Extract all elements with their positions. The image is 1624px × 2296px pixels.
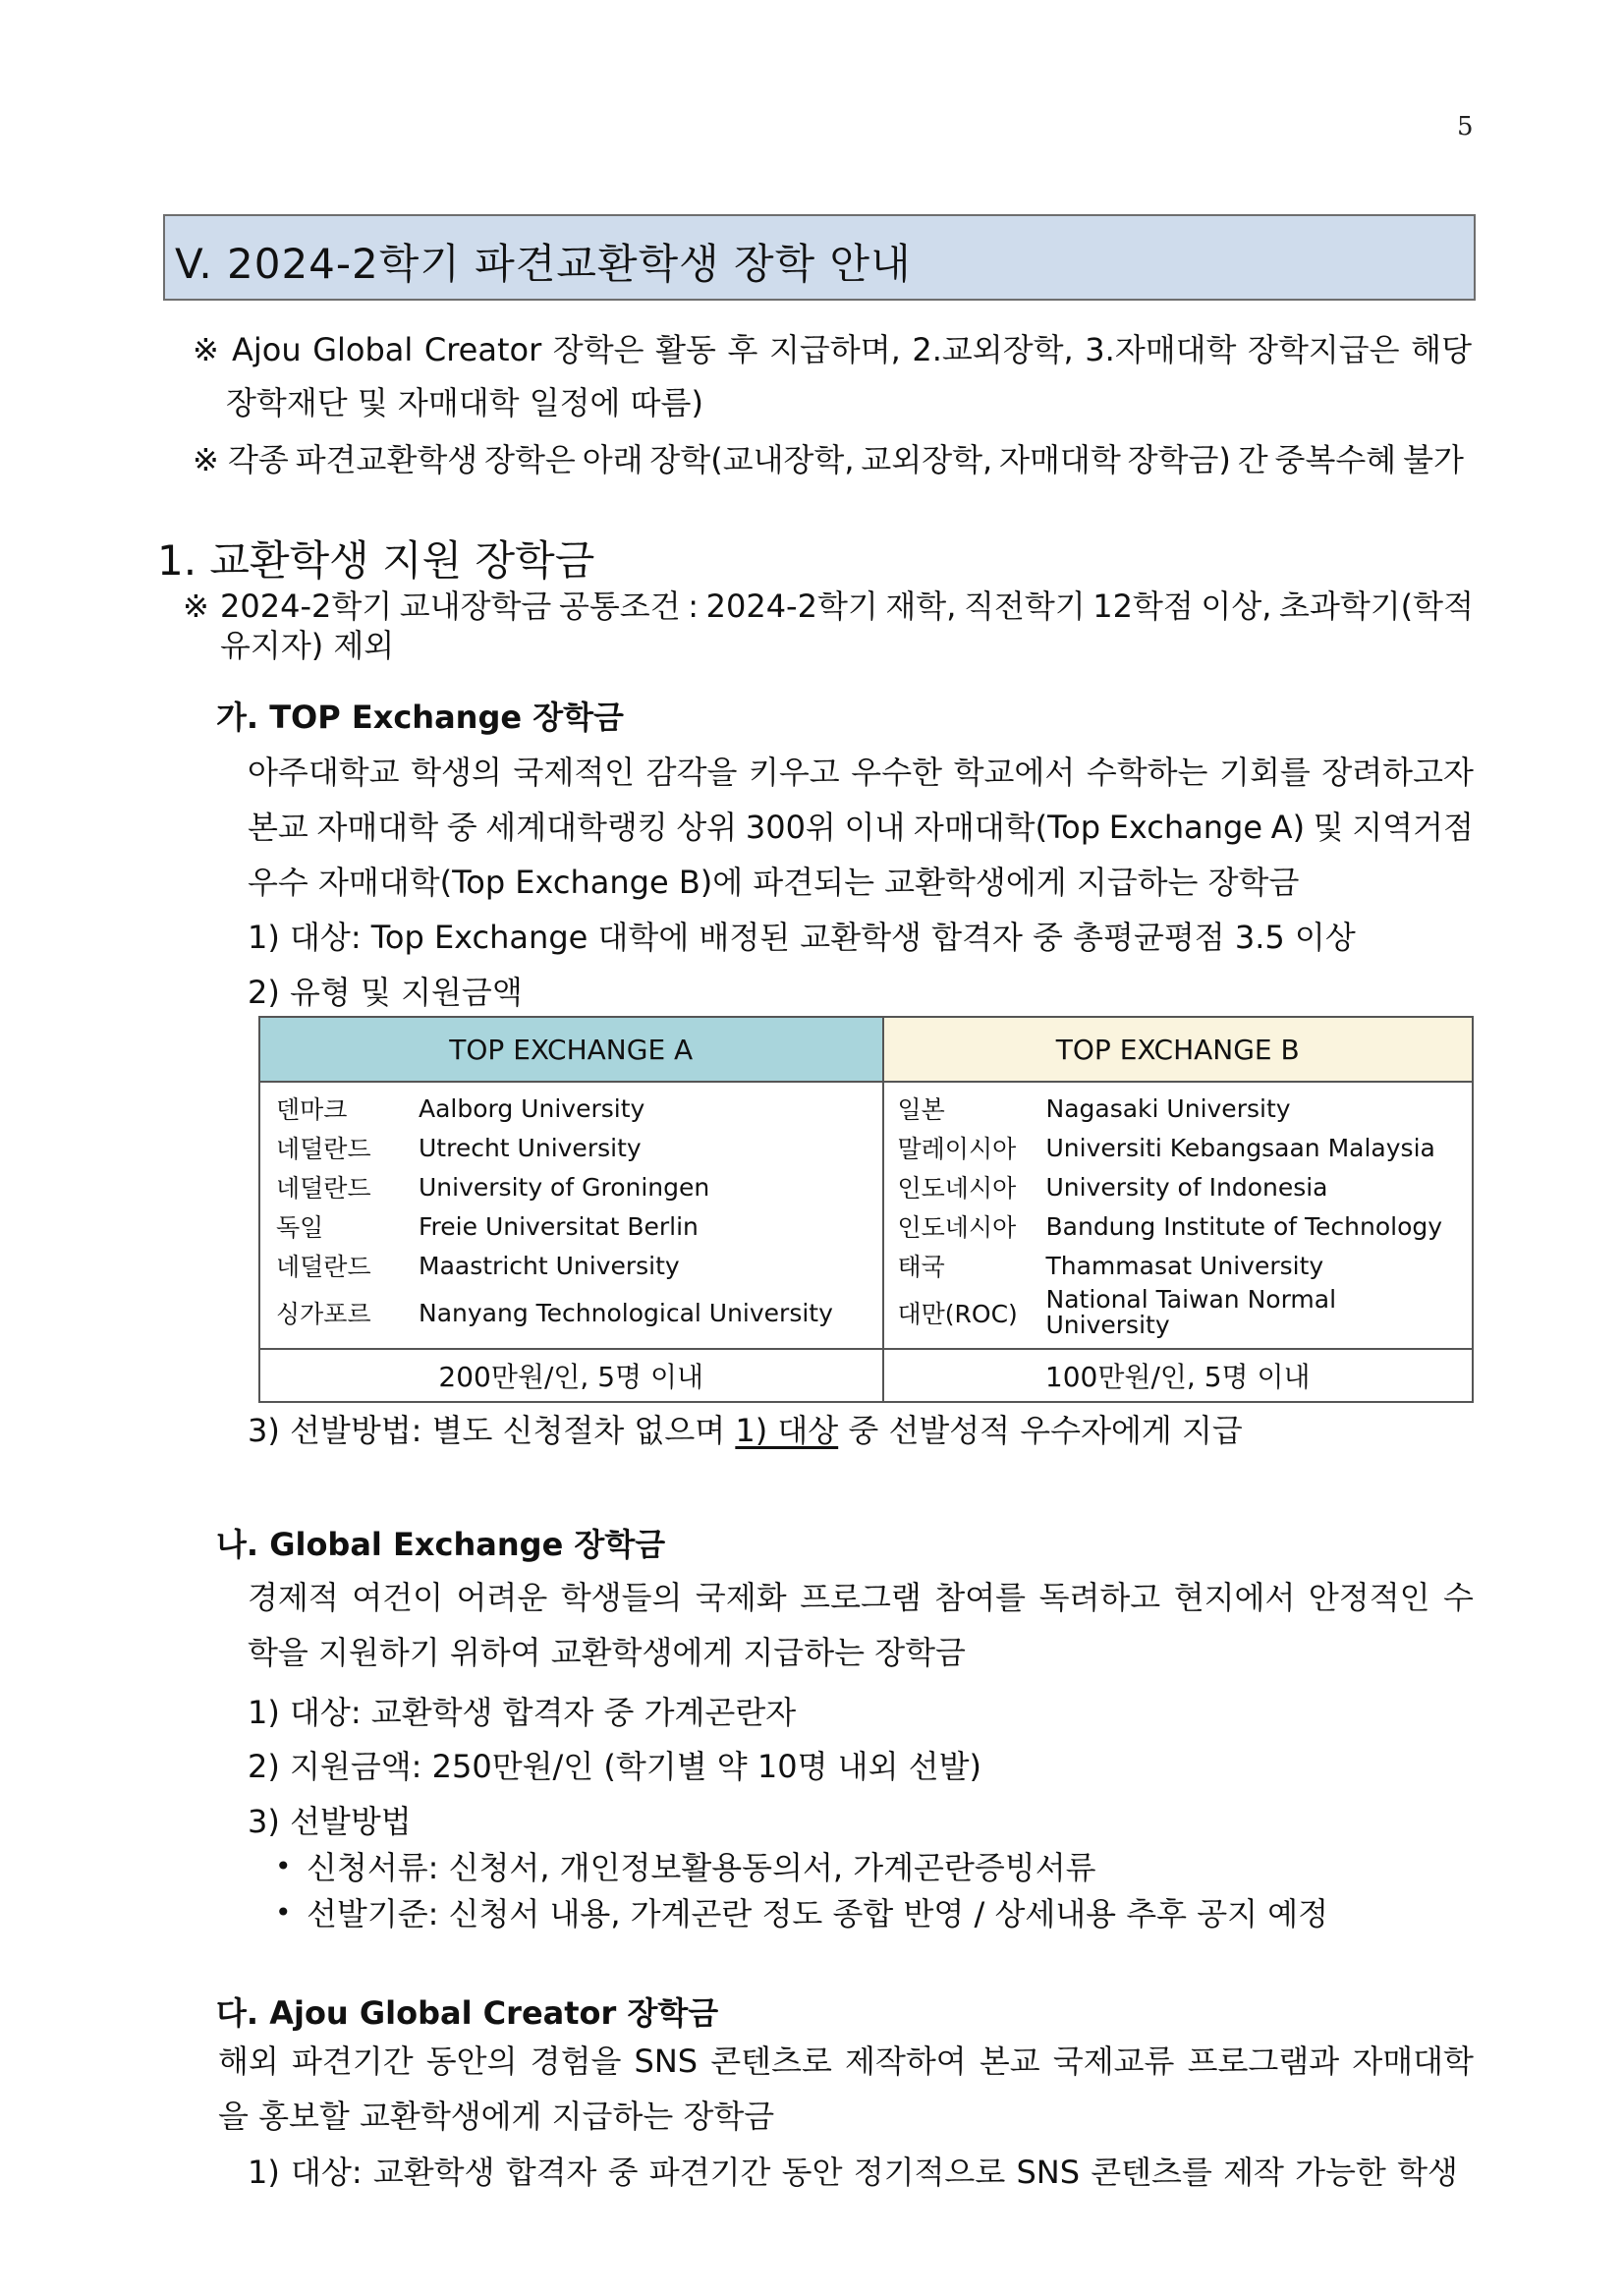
table-list-b — [883, 1082, 1474, 1349]
note-2-line-1: 각종 파견교환학생 장학은 아래 장학(교내장학, 교외장학, 자매대학 장학금) 간 중복수혜 불가 — [228, 441, 1464, 478]
note-1-line-2: 장학재단 및 자매대학 일정에 따름) — [226, 384, 703, 421]
table-row: 싱가포르 Nanyang Technological University — [276, 1298, 833, 1328]
table-row: 대만(ROC) National Taiwan Normal University — [897, 1285, 1337, 1339]
table-row: 일본 Nagasaki University — [897, 1093, 1291, 1124]
bullet-icon: • — [275, 1850, 292, 1882]
top-exchange-desc-line-1: 아주대학교 학생의 국제적인 감각을 키우고 우수한 학교에서 수학하는 기회를 장려하고자 — [248, 754, 1474, 791]
common-note-mark: ※ — [183, 588, 209, 625]
table-list-a — [259, 1082, 883, 1349]
common-note-line-2: 유지자) 제외 — [220, 627, 395, 664]
table-row: 네덜란드 Utrecht University — [276, 1133, 642, 1163]
note-mark: ※ — [193, 331, 219, 368]
ajou-global-creator-desc-line-1: 해외 파견기간 동안의 경험을 SNS 콘텐츠로 제작하여 본교 국제교류 프로그램과 자매대학 — [218, 2043, 1474, 2080]
table-row: 네덜란드 University of Groningen — [276, 1172, 710, 1203]
top-exchange-desc-line-3: 우수 자매대학(Top Exchange B)에 파견되는 교환학생에게 지급하는 장학금 — [248, 864, 1300, 901]
ajou-global-creator-desc-line-2: 을 홍보할 교환학생에게 지급하는 장학금 — [218, 2098, 775, 2135]
top-exchange-desc-line-2: 본교 자매대학 중 세계대학랭킹 상위 300위 이내 자매대학(Top Exchange A) 및 지역거점 — [248, 809, 1474, 846]
table-row: 네덜란드 Maastricht University — [276, 1251, 680, 1281]
global-exchange-desc-line-2: 학을 지원하기 위하여 교환학생에게 지급하는 장학금 — [248, 1634, 966, 1671]
top-exchange-target: 1) 대상: Top Exchange 대학에 배정된 교환학생 합격자 중 총평균평점 3.5 이상 — [248, 919, 1356, 956]
note-mark: ※ — [193, 441, 219, 478]
heading-1: 1. 교환학생 지원 장학금 — [157, 536, 595, 585]
top-exchange-table — [258, 1016, 1474, 1403]
section-title: V. 2024-2학기 파견교환학생 장학 안내 — [175, 240, 912, 288]
ajou-global-creator-target: 1) 대상: 교환학생 합격자 중 파견기간 동안 정기적으로 SNS 콘텐츠를 제작 가능한 학생 — [248, 2154, 1458, 2191]
global-exchange-method: 3) 선발방법 — [248, 1803, 412, 1840]
global-exchange-target: 1) 대상: 교환학생 합격자 중 가계곤란자 — [248, 1694, 797, 1731]
table-amount-b: 100만원/인, 5명 이내 — [883, 1349, 1474, 1402]
table-row: 태국 Thammasat University — [897, 1251, 1324, 1281]
global-exchange-bullet-2: 선발기준: 신청서 내용, 가계곤란 정도 종합 반영 / 상세내용 추후 공지 예정 — [307, 1895, 1329, 1932]
table-row: 독일 Freie Universitat Berlin — [276, 1211, 699, 1242]
table-header-a: TOP EXCHANGE A — [259, 1017, 883, 1082]
note-1-line-1: Ajou Global Creator 장학은 활동 후 지급하며, 2.교외장학, 3.자매대학 장학지급은 해당 — [232, 331, 1472, 368]
top-exchange-heading: 가. TOP Exchange 장학금 — [216, 699, 624, 736]
table-row: 인도네시아 University of Indonesia — [897, 1172, 1328, 1203]
ajou-global-creator-heading: 다. Ajou Global Creator 장학금 — [216, 1994, 719, 2032]
table-amount-a: 200만원/인, 5명 이내 — [259, 1349, 883, 1402]
table-row: 말레이시아 Universiti Kebangsaan Malaysia — [897, 1133, 1435, 1163]
page-number: 5 — [1457, 112, 1474, 141]
table-row: 덴마크 Aalborg University — [276, 1093, 645, 1124]
global-exchange-amount: 2) 지원금액: 250만원/인 (학기별 약 10명 내외 선발) — [248, 1748, 981, 1785]
bullet-icon: • — [275, 1896, 292, 1929]
global-exchange-bullet-1: 신청서류: 신청서, 개인정보활용동의서, 가계곤란증빙서류 — [307, 1849, 1096, 1886]
common-note-line-1: 2024-2학기 교내장학금 공통조건 : 2024-2학기 재학, 직전학기 12학점 이상, 초과학기(학적 — [220, 588, 1474, 625]
table-row: 인도네시아 Bandung Institute of Technology — [897, 1211, 1443, 1242]
table-header-b: TOP EXCHANGE B — [883, 1017, 1474, 1082]
global-exchange-heading: 나. Global Exchange 장학금 — [216, 1526, 666, 1563]
top-exchange-selection: 3) 선발방법: 별도 신청절차 없으며 1) 대상 중 선발성적 우수자에게 지급 — [248, 1412, 1243, 1449]
top-exchange-type-label: 2) 유형 및 지원금액 — [248, 974, 523, 1011]
global-exchange-desc-line-1: 경제적 여건이 어려운 학생들의 국제화 프로그램 참여를 독려하고 현지에서 안정적인 수 — [248, 1579, 1474, 1616]
